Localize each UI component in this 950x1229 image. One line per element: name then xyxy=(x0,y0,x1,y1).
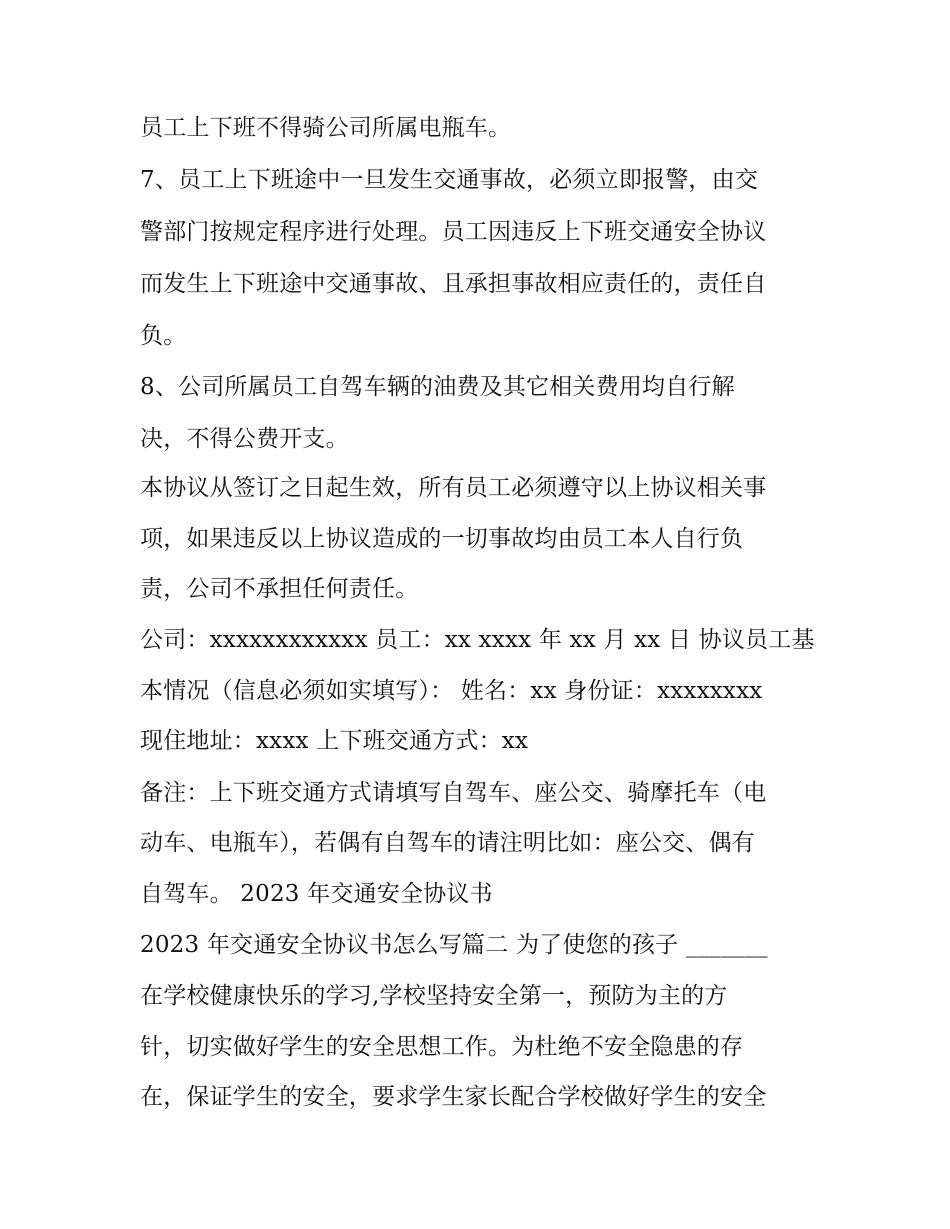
text-line: 决，不得公费开支。 xyxy=(140,426,349,452)
text-line: 现住地址：xxxx 上下班交通方式：xx xyxy=(140,728,529,754)
text-line: 而发生上下班途中交通事故、且承担事故相应责任的，责任自 xyxy=(140,271,767,297)
text-line: 在学校健康快乐的学习,学校坚持安全第一，预防为主的方 xyxy=(140,983,728,1009)
text-line: 8、公司所属员工自驾车辆的油费及其它相关费用均自行解 xyxy=(140,374,735,400)
text-line: 2023 年交通安全协议书怎么写篇二 为了使您的孩子 _______ xyxy=(140,932,768,958)
text-line: 自驾车。 2023 年交通安全协议书 xyxy=(140,881,493,907)
text-line: 7、员工上下班途中一旦发生交通事故，必须立即报警，由交 xyxy=(140,167,759,193)
text-line: 员工上下班不得骑公司所属电瓶车。 xyxy=(140,115,512,141)
text-line: 警部门按规定程序进行处理。员工因违反上下班交通安全协议 xyxy=(140,219,767,245)
text-line: 本协议从签订之日起生效，所有员工必须遵守以上协议相关事 xyxy=(140,475,767,501)
text-line: 在，保证学生的安全，要求学生家长配合学校做好学生的安全 xyxy=(140,1084,767,1110)
text-line: 备注：上下班交通方式请填写自驾车、座公交、骑摩托车（电 xyxy=(140,780,767,806)
text-line: 动车、电瓶车），若偶有自驾车的请注明比如：座公交、偶有 xyxy=(140,830,755,856)
text-line: 项，如果违反以上协议造成的一切事故均由员工本人自行负 xyxy=(140,526,744,552)
text-line: 责，公司不承担任何责任。 xyxy=(140,576,419,602)
text-line: 本情况（信息必须如实填写）： 姓名：xx 身份证：xxxxxxxx xyxy=(140,678,763,704)
text-line: 公司：xxxxxxxxxxxx 员工：xx xxxx 年 xx 月 xx 日 协议员工基 xyxy=(140,627,815,653)
text-line: 负。 xyxy=(140,323,187,349)
text-line: 针，切实做好学生的安全思想工作。为杜绝不安全隐患的存 xyxy=(140,1034,744,1060)
